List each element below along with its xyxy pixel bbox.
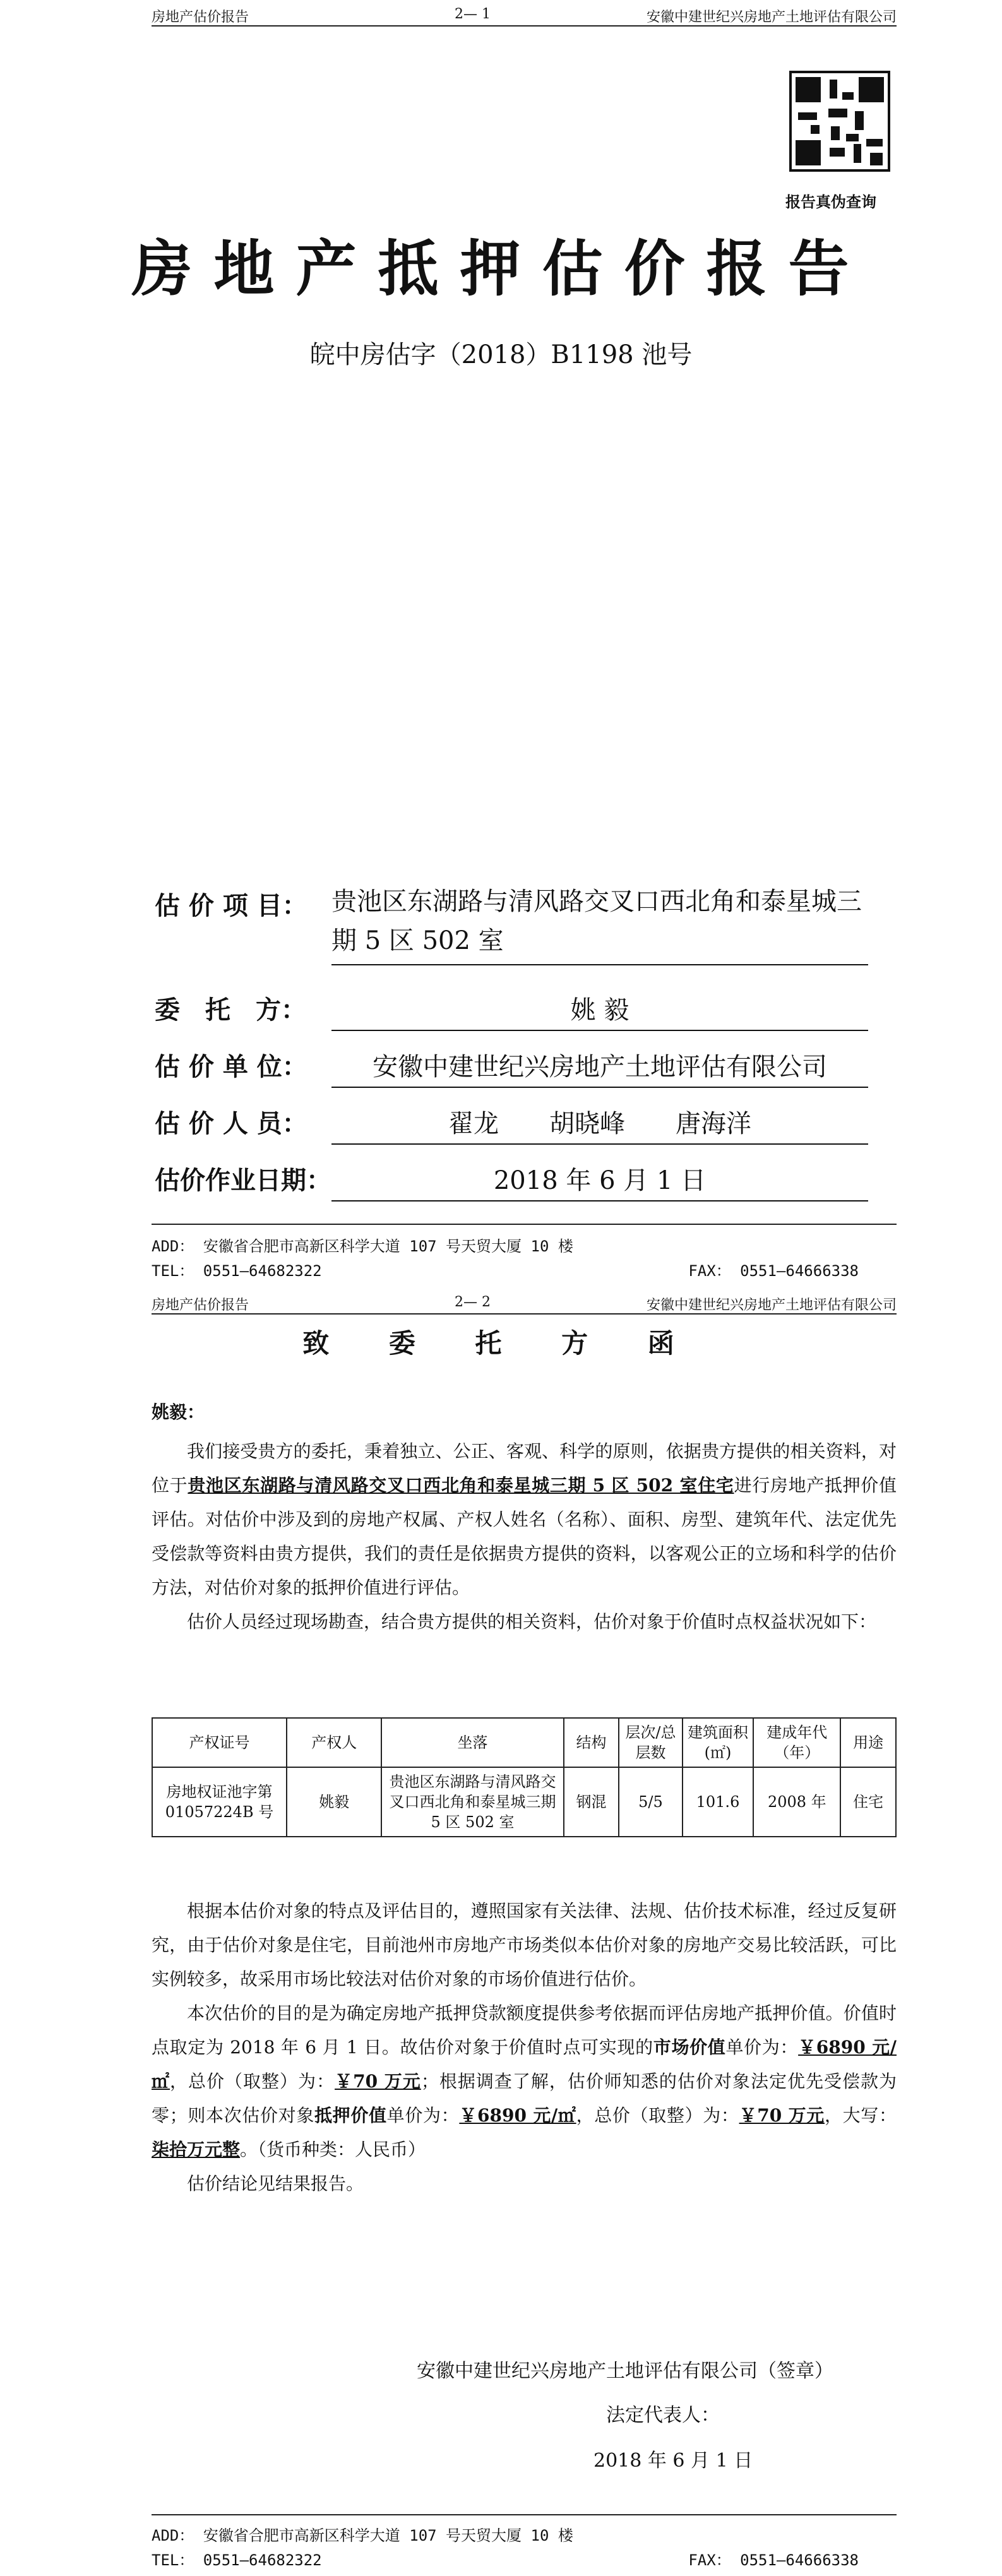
cover-field-appraiser-company <box>155 1042 868 1081</box>
table-header: 产权人 <box>287 1718 381 1767</box>
field-label: 估价作业日期： <box>155 1166 331 1195</box>
field-label: 估 价 项 目： <box>155 891 307 921</box>
page-footer <box>152 1224 897 1279</box>
table-header: 建成年代（年） <box>753 1718 840 1767</box>
field-value: 安徽中建世纪兴房地产土地评估有限公司 <box>331 1047 868 1088</box>
mortgage-unit-price: ￥6890 元/㎡ <box>459 2105 576 2126</box>
total-price: ￥70 万元 <box>335 2071 421 2092</box>
table-header: 坐落 <box>381 1718 563 1767</box>
table-header: 建筑面积(㎡) <box>683 1718 754 1767</box>
cover-field-date <box>155 1155 868 1195</box>
table-cell: 姚毅 <box>287 1767 381 1837</box>
unit-price: ￥6890 元/㎡ <box>152 2037 897 2092</box>
paragraph-4: 本次估价的目的是为确定房地产抵押贷款额度提供参考依据而评估房地产抵押价值。价值时点取定为 2018 年 6 月 1 日。故估价对象于价值时点可实现的市场价值单价为：￥6890 元/㎡，总价（取整）为：￥70 万元；根据调查了解，估价师知悉的估价对象法定优先受偿款为零；则本次估价对象抵押价值单价为：￥6890 元/㎡，总价（取整）为：￥70 万元，大写：柒拾万元整。（货币种类：人民币） <box>152 2003 897 2160</box>
header-left: 房地产估价报告 <box>152 1297 249 1313</box>
page-header <box>152 0 897 27</box>
field-value: 贵池区东湖路与清风路交叉口西北角和泰星城三期 5 区 502 室 <box>331 882 868 965</box>
total-in-words: 柒拾万元整 <box>152 2139 241 2160</box>
mortgage-total-price: ￥70 万元 <box>739 2105 825 2126</box>
footer-address: ADD： 安徽省合肥市高新区科学大道 107 号天贸大厦 10 楼 <box>152 2527 573 2544</box>
document-number: 皖中房估字（2018）B1198 池号 <box>309 340 693 369</box>
property-table <box>152 1717 897 1837</box>
header-page-number: 2— 1 <box>455 6 491 22</box>
field-label: 估 价 单 位： <box>155 1052 307 1082</box>
letter-title: 致 委 托 方 函 <box>302 1328 700 1359</box>
table-cell: 钢混 <box>564 1767 619 1837</box>
table-cell: 住宅 <box>840 1767 896 1837</box>
qr-caption: 报告真伪查询 <box>785 193 876 211</box>
cover-field-client <box>155 985 868 1024</box>
cover-field-appraisers <box>155 1099 868 1138</box>
table-cell: 2008 年 <box>753 1767 840 1837</box>
table-header: 结构 <box>564 1718 619 1767</box>
table-row <box>152 1767 896 1837</box>
table-header: 产权证号 <box>152 1718 287 1767</box>
footer-tel: TEL： 0551—64682322 <box>152 1262 322 1280</box>
field-value: 翟龙 胡晓峰 唐海洋 <box>331 1104 868 1145</box>
footer-fax: FAX： 0551—64666338 <box>688 1262 859 1280</box>
property-location: 贵池区东湖路与清风路交叉口西北角和泰星城三期 5 区 502 室住宅 <box>188 1475 734 1496</box>
footer-tel: TEL： 0551—64682322 <box>152 2551 322 2569</box>
table-header-row <box>152 1718 896 1767</box>
field-label: 委 托 方： <box>155 995 306 1025</box>
signer-representative: 法定代表人： <box>606 2404 720 2426</box>
table-cell: 贵池区东湖路与清风路交叉口西北角和泰星城三期 5 区 502 室 <box>381 1767 563 1837</box>
page-header <box>152 1288 897 1315</box>
salutation: 姚毅： <box>152 1402 205 1422</box>
cover-field-project <box>155 881 868 955</box>
header-company: 安徽中建世纪兴房地产土地评估有限公司 <box>646 1297 897 1313</box>
field-value: 姚 毅 <box>331 990 868 1031</box>
header-page-number: 2— 2 <box>455 1294 491 1310</box>
table-header: 用途 <box>840 1718 896 1767</box>
page-footer <box>152 2514 897 2568</box>
signer-company: 安徽中建世纪兴房地产土地评估有限公司（签章） <box>417 2360 833 2382</box>
letter-body-continued <box>152 1894 897 2201</box>
footer-fax: FAX： 0551—64666338 <box>688 2551 859 2569</box>
header-left: 房地产估价报告 <box>152 9 249 25</box>
paragraph-1: 我们接受贵方的委托，秉着独立、公正、客观、科学的原则，依据贵方提供的相关资料，对位于贵池区东湖路与清风路交叉口西北角和泰星城三期 5 区 502 室住宅进行房地产抵押价值评估。对估价中涉及到的房地产权属、产权人姓名（名称）、面积、房型、建筑年代、法定优先受偿款等资料由贵方提供，我们的责任是依据贵方提供的资料，以客观公正的立场和科学的估价方法，对估价对象的抵押价值进行评估。 <box>152 1441 897 1598</box>
footer-address: ADD： 安徽省合肥市高新区科学大道 107 号天贸大厦 10 楼 <box>152 1237 573 1255</box>
table-header: 层次/总层数 <box>619 1718 682 1767</box>
paragraph-3: 根据本估价对象的特点及评估目的，遵照国家有关法律、法规、估价技术标准，经过反复研究，由于估价对象是住宅，目前池州市房地产市场类似本估价对象的房地产交易比较活跃，可比实例较多，故采用市场比较法对估价对象的市场价值进行估价。 <box>152 1900 897 1989</box>
signer-date: 2018 年 6 月 1 日 <box>593 2450 753 2472</box>
table-cell: 5/5 <box>619 1767 682 1837</box>
qr-code-icon[interactable] <box>789 71 890 172</box>
report-title: 房地产抵押估价报告 <box>131 233 871 304</box>
table-cell: 101.6 <box>683 1767 754 1837</box>
letter-body <box>152 1395 897 1639</box>
paragraph-2: 估价人员经过现场勘查，结合贵方提供的相关资料，估价对象于价值时点权益状况如下： <box>187 1611 877 1632</box>
paragraph-5: 估价结论见结果报告。 <box>187 2173 364 2194</box>
table-cell: 房地权证池字第 01057224B 号 <box>152 1767 287 1837</box>
header-company: 安徽中建世纪兴房地产土地评估有限公司 <box>646 9 897 25</box>
field-label: 估 价 人 员： <box>155 1109 307 1138</box>
field-value: 2018 年 6 月 1 日 <box>331 1160 868 1202</box>
